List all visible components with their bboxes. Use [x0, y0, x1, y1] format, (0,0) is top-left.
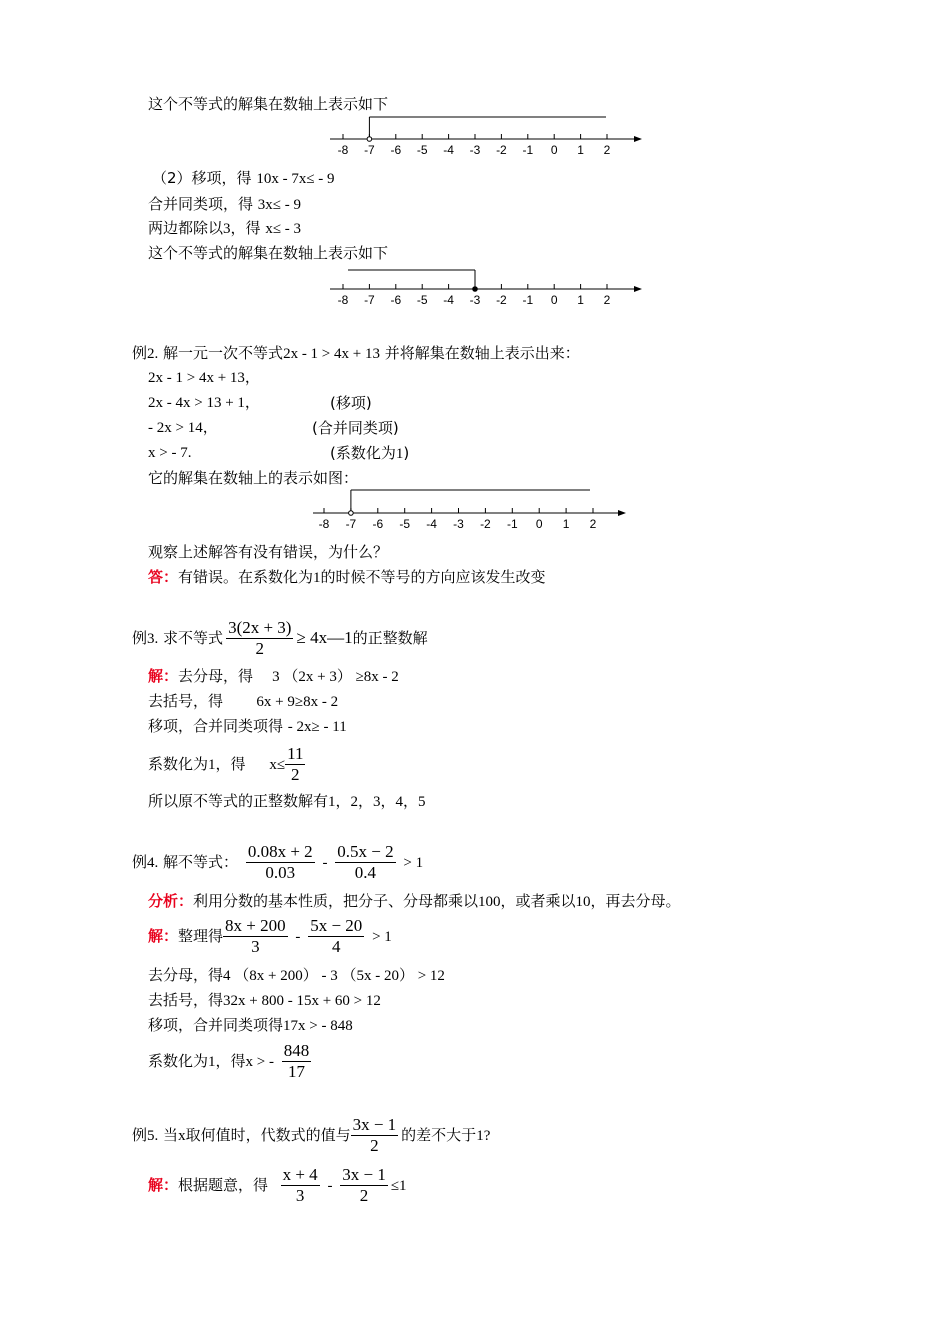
ex4-step-2: 去分母，得4 （8x + 200） - 3 （5x - 20） > 12 — [148, 966, 445, 984]
number-line-1-tick-label: -3 — [469, 143, 481, 157]
ex4-step-1: 解：整理得 $\frac{8x + 200}{3}$ - $\frac{5x - 20}{4}$ > 1 — [148, 916, 392, 956]
caption-numberline-1: 这个不等式的解集在数轴上表示如下 — [148, 95, 389, 113]
ex4-heading: 例4. 解不等式： $\frac{0.08x + 2}{0.03}$ - $\frac{0.5x - 2}{0.4}$ > 1 — [132, 842, 424, 882]
number-line-2-tick-label: -5 — [416, 293, 428, 307]
number-line-2-tick-label: 0 — [550, 293, 558, 307]
ex3-step-2: 去括号，得 6x + 9≥8x - 2 — [148, 692, 339, 710]
ex2-note-3: (合并同类项) — [312, 419, 399, 437]
ex2-heading: 例2. 解一元一次不等式2x - 1 > 4x + 13 并将解集在数轴上表示出来： — [132, 344, 580, 362]
number-line-1-tick-label: -5 — [416, 143, 428, 157]
ex4-step-3: 去括号，得32x + 800 - 15x + 60 > 12 — [148, 991, 381, 1009]
number-line-1-tick-label: -6 — [390, 143, 402, 157]
number-line-2-tick-label: 2 — [603, 293, 611, 307]
number-line-3-tick-label: -5 — [399, 517, 411, 531]
number-line-2-tick-label: -6 — [390, 293, 402, 307]
step-divide: 两边都除以3，得 x≤ - 3 — [148, 219, 302, 237]
ex3-step-5: 所以原不等式的正整数解有1，2，3，4，5 — [148, 792, 426, 810]
ex3-fraction: $\frac{3(2x + 3)}{2}$ — [228, 618, 292, 658]
ex3-step-1: 解：去分母，得 3 （2x + 3） ≥8x - 2 — [148, 667, 399, 685]
number-line-3-tick-label: -2 — [480, 517, 491, 531]
number-line-1-tick-label: 0 — [550, 143, 558, 157]
number-line-1-tick-label: -8 — [337, 143, 349, 157]
ex2-line-4: x > - 7. — [148, 445, 192, 461]
number-line-2-tick-label: -4 — [443, 293, 454, 307]
number-line-2-tick-label: -7 — [364, 293, 375, 307]
number-line-2-tick-label: -2 — [496, 293, 507, 307]
number-line-2-endpoint — [473, 287, 478, 292]
number-line-3-tick-label: -4 — [426, 517, 437, 531]
number-line-2-tick-label: -3 — [469, 293, 481, 307]
ex2-question: 观察上述解答有没有错误，为什么？ — [148, 543, 389, 561]
ex3-step-4: 系数化为1，得 x≤ $\frac{11}{2}$ — [148, 744, 304, 784]
step-combine: 合并同类项，得 3x≤ - 9 — [148, 195, 302, 213]
number-line-3-endpoint — [349, 511, 354, 516]
number-line-1-tick-label: 1 — [577, 143, 584, 157]
number-line-1 — [330, 117, 642, 157]
number-line-3-tick-label: 1 — [562, 517, 570, 531]
number-line-2-tick-label: -8 — [337, 293, 349, 307]
number-line-1-tick-label: -2 — [496, 143, 507, 157]
ex5-heading: 例5. 当x取何值时，代数式的值与 $\frac{3x - 1}{2}$ 的差不大于1? — [132, 1115, 491, 1155]
number-line-3-arrow — [618, 510, 626, 516]
ex2-line-2: 2x - 4x > 13 + 1， — [148, 395, 260, 411]
ex2-answer: 答：有错误。在系数化为1的时候不等号的方向应该发生改变 — [148, 568, 546, 586]
number-line-1-tick-label: -7 — [364, 143, 375, 157]
ex4-analysis: 分析：利用分数的基本性质，把分子、分母都乘以100，或者乘以10，再去分母。 — [148, 892, 681, 910]
number-line-3-tick-label: -6 — [372, 517, 384, 531]
number-line-2-arrow — [634, 286, 642, 292]
number-line-2-tick-label: -1 — [522, 293, 534, 307]
ex4-step-5: 系数化为1，得x > - $\frac{848}{17}$ — [148, 1041, 310, 1081]
ex3-heading: 例3. 求不等式 $\frac{3(2x + 3)}{2}$ ≥ 4x—1的正整数解 — [132, 618, 428, 658]
ex2-caption: 它的解集在数轴上的表示如图： — [148, 469, 359, 487]
number-line-3-tick-label: 2 — [589, 517, 597, 531]
ex2-line-1: 2x - 1 > 4x + 13， — [148, 370, 260, 386]
number-line-1-arrow — [634, 136, 642, 142]
ex5-step-1: 解：根据题意，得 $\frac{x + 4}{3}$ - $\frac{3x - 1}{2}$ ≤1 — [148, 1165, 407, 1205]
number-line-1-tick-label: 2 — [603, 143, 611, 157]
number-line-3-tick-label: 0 — [535, 517, 543, 531]
ex2-note-2: (移项) — [330, 394, 372, 412]
number-line-3-tick-label: -1 — [506, 517, 518, 531]
step-move-terms: （2）移项，得 10x - 7x≤ - 9 — [152, 169, 335, 187]
ex4-step-4: 移项，合并同类项得17x > - 848 — [148, 1016, 353, 1034]
number-line-3 — [313, 490, 626, 531]
number-line-2-tick-label: 1 — [577, 293, 584, 307]
caption-numberline-2: 这个不等式的解集在数轴上表示如下 — [148, 244, 389, 262]
ex2-note-4: (系数化为1) — [330, 444, 410, 462]
number-line-3-tick-label: -8 — [318, 517, 330, 531]
number-line-2 — [330, 270, 642, 307]
number-line-1-tick-label: -1 — [522, 143, 534, 157]
ex2-line-3: - 2x > 14， — [148, 420, 218, 436]
number-line-3-tick-label: -7 — [345, 517, 357, 531]
number-line-1-endpoint — [367, 137, 372, 142]
number-line-3-tick-label: -3 — [453, 517, 464, 531]
ex3-step-3: 移项，合并同类项得 - 2x≥ - 11 — [148, 717, 347, 735]
number-line-1-tick-label: -4 — [443, 143, 454, 157]
